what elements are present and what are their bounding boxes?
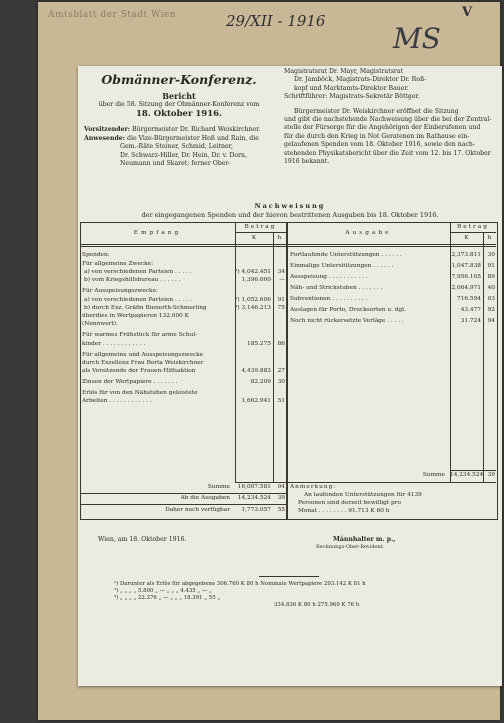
table-row-h: 34 <box>277 269 285 275</box>
left-summe-h: 94 <box>277 484 285 490</box>
table-row-k: 716.594 <box>457 296 481 302</box>
attendees-line-2: Gem.-Räte Steiner, Schmid, Leitner, <box>120 143 233 151</box>
table-row-k: 1,047.838 <box>451 263 481 269</box>
handwritten-date: 29/XII - 1916 <box>226 12 326 30</box>
bericht-line: über die 58. Sitzung der Obmänner-Konferenz vom <box>98 101 260 108</box>
row-divider <box>80 504 286 505</box>
col-divider <box>235 222 236 482</box>
verfuegbar-label: Daher noch verfügbar <box>165 507 230 513</box>
table-row-text: kinder . . . . . . . . . . . . <box>82 341 146 347</box>
signer-name: Männhalter m. p., <box>333 536 396 543</box>
table-row-text: a) von verschiedenen Parteien . . . . . <box>84 297 192 303</box>
opening-line-1: Bürgermeister Dr. Weiskirchner eröffnet die Sitzung <box>294 107 459 115</box>
table-row-k: ²) 1,052.606 <box>235 297 271 303</box>
col-header-k-right: K <box>464 235 469 241</box>
table-row-k: 1,396.000 <box>241 277 271 283</box>
table-row-k: 43.477 <box>460 307 481 313</box>
nachweisung-title: Nachweisung <box>254 202 326 210</box>
col-header-betrag-left: Betrag <box>244 224 277 230</box>
right-summe-label: Summe <box>422 472 445 478</box>
table-row-k: 31.724 <box>460 318 481 324</box>
table-row-k: ³) 3,146.213 <box>235 305 271 311</box>
table-row-h: 30 <box>277 379 285 385</box>
footnote-line: ¹) Darunter als Erlös für abgegebene 306.760 K 80 h Nominale Wertpapiere 293.142 K 81 h <box>114 581 366 587</box>
anmerkung-label: Anmerkung: <box>290 484 337 490</box>
row-divider <box>80 493 286 494</box>
table-row-k: 185.275 <box>247 341 271 347</box>
document-sheet <box>78 66 502 686</box>
table-row-text: Für allgemeine Zwecke: <box>82 261 154 267</box>
ausgaben-label: Ab die Ausgaben <box>180 495 230 501</box>
attendees-line-1: die Vize-Bürgermeister Hoß und Rain, die <box>127 134 259 142</box>
table-row-h: 03 <box>487 296 495 302</box>
footnote-list <box>84 581 494 609</box>
footnote-line: ²) „ „ „ „ 5.800 „ — „ „ „ 4.435 „ — „ <box>114 588 212 594</box>
signer-title: Rechnungs-Ober-Revident. <box>316 544 385 550</box>
col-header-k-left: K <box>251 235 257 241</box>
table-row-text: als Vorsitzende der Frauen-Hilfsaktion <box>82 368 196 374</box>
table-row-h: 91 <box>487 263 495 269</box>
col-header-empfang: Empfang <box>133 230 182 236</box>
table-row-text: a) von verschiedenen Parteien . . . . . <box>84 269 192 275</box>
table-row-text: Arbeiten . . . . . . . . . . . . <box>82 398 152 404</box>
table-row-k: ¹) 4,042.451 <box>235 269 271 275</box>
archive-stamp: Amtsblatt der Stadt Wien <box>48 10 177 20</box>
chair-name: Bürgermeister Dr. Richard Weiskirchner. <box>132 126 261 134</box>
table-row-h: 94 <box>487 318 495 324</box>
opening-line-6: stehenden Physikatsbericht über die Zeit vom 12. bis 17. Oktober <box>284 149 491 157</box>
table-row-text: Fortlaufende Unterstützungen . . . . . . <box>290 252 402 258</box>
table-row-text: Erlös für von den Nähstuben geleistete <box>82 390 198 396</box>
table-row-text: (Nennwert). <box>82 321 118 327</box>
header-right <box>284 68 498 166</box>
table-row-h: 51 <box>277 398 285 404</box>
row-divider <box>80 246 496 247</box>
ausgaben-k: 14,234.524 <box>237 495 271 501</box>
col-header-h-left: h <box>277 235 282 241</box>
row-divider <box>235 232 286 233</box>
table-row-k: 2,373.811 <box>451 252 481 258</box>
col-header-h-right: h <box>487 235 492 241</box>
table-row-h: 27 <box>277 368 285 374</box>
anmerkung-line-3: Monat . . . . . . . . 91.713 K 60 h <box>298 508 390 514</box>
left-summe-k: 16,007.581 <box>237 484 271 490</box>
table-row-text: Zinsen der Wertpapiere . . . . . . . <box>82 379 178 385</box>
table-row-k: 1,662.941 <box>241 398 271 404</box>
table-row-h: 91 <box>277 297 285 303</box>
table-row-h: 92 <box>487 307 495 313</box>
chair-label: Vorsitzender: <box>84 126 131 134</box>
opening-line-7: 1916 bekannt. <box>284 158 330 166</box>
opening-line-2: und gibt die nachstehende Nachweisung über die bei der Zentral- <box>284 116 492 124</box>
officials-line-1: Magistratsrat Dr. Mayr, Magistratsrat <box>284 68 404 75</box>
table-row-text: Auslagen für Porto, Drucksorten u. dgl. <box>290 307 406 313</box>
table-row-k: 2,064.971 <box>451 285 481 291</box>
footnote-rule <box>259 576 319 577</box>
sum-rule <box>450 470 496 471</box>
footnote-line: ³) „ „ „ „ 22.276 „ — „ „ „ 18.391 „ 55 „ <box>114 595 221 601</box>
table-row-text: Spenden: <box>82 252 110 258</box>
table-row-h: — <box>279 277 285 283</box>
table-row-h: 86 <box>277 341 285 347</box>
verfuegbar-h: 55 <box>277 507 285 513</box>
table-row-text: Für allgemeine und Ausspeisungszwecke <box>82 352 204 358</box>
row-divider <box>450 232 496 233</box>
row-divider <box>287 482 496 483</box>
roman-numeral: V <box>462 5 473 20</box>
table-row-h: 75 <box>277 305 285 311</box>
table-row-text: Für warmes Frühstück für arme Schul- <box>82 332 198 338</box>
nachweisung-subtitle: der eingegangenen Spenden und der hievon bestrittenen Ausgaben bis 18. Oktober 1916. <box>141 211 439 219</box>
table-row-text: Subventionen . . . . . . . . . . <box>290 296 368 302</box>
table-row-text: Für Ausspeisungszwecke: <box>82 288 158 294</box>
officials-line-3: kopf und Marktamts-Direktor Bauer. <box>294 84 409 92</box>
table-row-text: Näh- und Strickstuben . . . . . . . <box>290 285 383 291</box>
col-divider <box>450 222 451 482</box>
table-row-text: überdies in Wertpapieren 132.000 K <box>82 313 189 319</box>
header-left <box>84 72 274 168</box>
place-date: Wien, am 18. Oktober 1916. <box>98 536 187 543</box>
left-summe-label: Summe <box>207 484 230 490</box>
attendees-line-3: Dr. Schwarz-Hiller, Dr. Hein, Dr. v. Dorn, <box>120 151 247 159</box>
table-row-h: 30 <box>487 252 495 258</box>
footnotes <box>84 576 494 609</box>
session-date: 18. Oktober 1916. <box>135 109 223 120</box>
footnote-line: 334.836 K 80 h 275.969 K 76 h <box>274 602 360 608</box>
table-row-text: b) durch Exz. Gräfin Bienerth-Schmerling <box>84 305 207 311</box>
bericht-heading: Bericht <box>162 91 196 101</box>
handwritten-mark: MS <box>393 22 441 55</box>
row-divider <box>80 244 496 245</box>
col-header-betrag-right: Betrag <box>457 224 489 230</box>
right-summe-h: 39 <box>487 472 495 478</box>
attendees-line-4: Neumann und Skaret; ferner Ober- <box>120 160 231 168</box>
table-row-text: Noch nicht rückersetzte Verläge . . . . . <box>290 318 404 324</box>
table-row-h: 40 <box>487 285 495 291</box>
table-row-text: durch Exzellenz Frau Berta Weiskirchner <box>82 360 204 366</box>
table-row-text: Ausspeisung . . . . . . . . . . . <box>290 274 368 280</box>
verfuegbar-k: 1,773.057 <box>241 507 271 513</box>
ausgaben-h: 39 <box>277 495 285 501</box>
table-row-k: 82.209 <box>250 379 271 385</box>
opening-line-4: für die durch den Krieg in Not Geratenen im Rathause ein- <box>284 132 470 140</box>
table-row-k: 7,956.105 <box>451 274 481 280</box>
table-row-text: Einmalige Unterstützungen . . . . . . <box>290 263 394 269</box>
anmerkung-line-1: An laufenden Unterstützungen für 4139 <box>304 492 422 498</box>
sum-rule <box>235 482 286 483</box>
attendees-label: Anwesende: <box>84 134 126 142</box>
right-summe-k: 14,234.524 <box>450 472 484 478</box>
col-header-ausgabe: Ausgabe <box>345 230 392 236</box>
table-row-k: 4,439.883 <box>241 368 271 374</box>
opening-line-3: stelle der Fürsorge für die Angehörigen der Einberufenen und <box>284 124 481 132</box>
secretary-line: Schriftführer: Magistrats-Sekretär Böttger. <box>284 93 420 101</box>
table-row-text: b) vom Kriegshilfsbureau . . . . . . <box>84 277 181 283</box>
table-row-h: 89 <box>487 274 495 280</box>
document-title: Obmänner-Konferenz. <box>101 72 257 87</box>
opening-line-5: gelaufenen Spenden vom 18. Oktober 1916, sowie den nach- <box>284 141 475 149</box>
nachweisung-block <box>78 202 502 220</box>
officials-line-2: Dr. Jamböck, Magistrats-Direktor Dr. Roß- <box>294 76 427 84</box>
anmerkung-line-2: Personen sind derzeit bewilligt pro <box>298 500 401 506</box>
